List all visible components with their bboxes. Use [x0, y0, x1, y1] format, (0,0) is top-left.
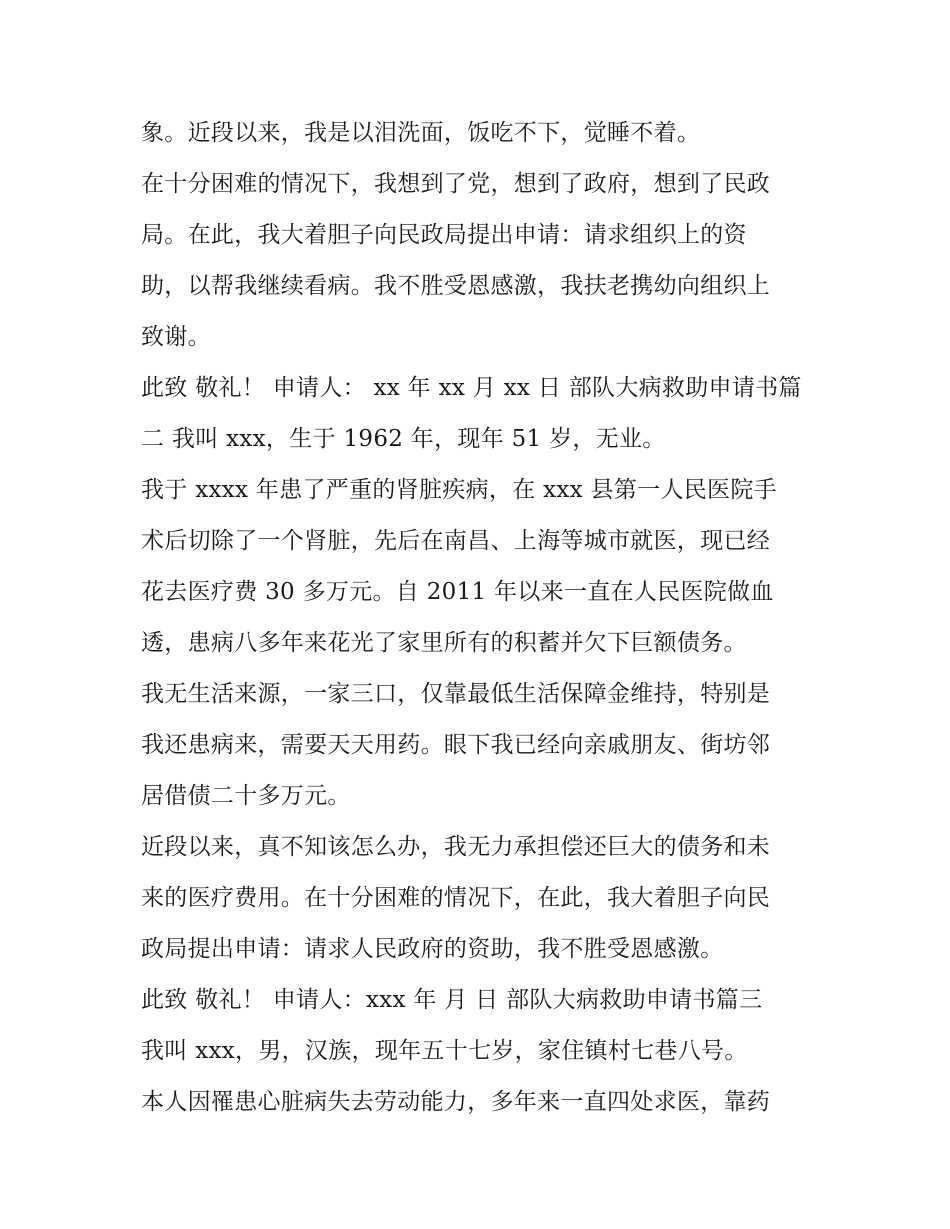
text-line: 在十分困难的情况下，我想到了党，想到了政府，想到了民政 [141, 171, 771, 197]
text-line: 我还患病来，需要天天用药。眼下我已经向亲戚朋友、街坊邻 [141, 732, 771, 758]
text-line: 政局提出申请：请求人民政府的资助，我不胜受恩感激。 [141, 936, 724, 962]
text-line: 象。近段以来，我是以泪洗面，饭吃不下，觉睡不着。 [141, 120, 701, 146]
text-line: 局。在此，我大着胆子向民政局提出申请：请求组织上的资 [141, 222, 747, 248]
text-line: 居借债二十多万元。 [141, 783, 351, 809]
text-line: 近段以来，真不知该怎么办，我无力承担偿还巨大的债务和未 [141, 834, 771, 860]
text-line: 此致 敬礼！ 申请人：xxx 年 月 日 部队大病救助申请书篇三 [141, 987, 763, 1013]
text-line: 来的医疗费用。在十分困难的情况下，在此，我大着胆子向民 [141, 885, 771, 911]
document-body [141, 108, 821, 1128]
text-line: 花去医疗费 30 多万元。自 2011 年以来一直在人民医院做血 [141, 579, 774, 605]
text-line: 透，患病八多年来花光了家里所有的积蓄并欠下巨额债务。 [141, 630, 747, 656]
text-line: 我叫 xxx，男，汉族，现年五十七岁，家住镇村七巷八号。 [141, 1038, 748, 1064]
text-line: 此致 敬礼！ 申请人： xx 年 xx 月 xx 日 部队大病救助申请书篇 [141, 375, 802, 401]
text-line: 致谢。 [141, 324, 211, 350]
text-line: 我于 xxxx 年患了严重的肾脏疾病，在 xxx 县第一人民医院手 [141, 477, 777, 503]
text-line: 助，以帮我继续看病。我不胜受恩感激，我扶老携幼向组织上 [141, 273, 771, 299]
text-line: 我无生活来源，一家三口，仅靠最低生活保障金维持，特别是 [141, 681, 771, 707]
text-line: 二 我叫 xxx，生于 1962 年，现年 51 岁，无业。 [141, 426, 666, 452]
text-line: 本人因罹患心脏病失去劳动能力，多年来一直四处求医，靠药 [141, 1089, 771, 1115]
text-line: 术后切除了一个肾脏，先后在南昌、上海等城市就医，现已经 [141, 528, 771, 554]
